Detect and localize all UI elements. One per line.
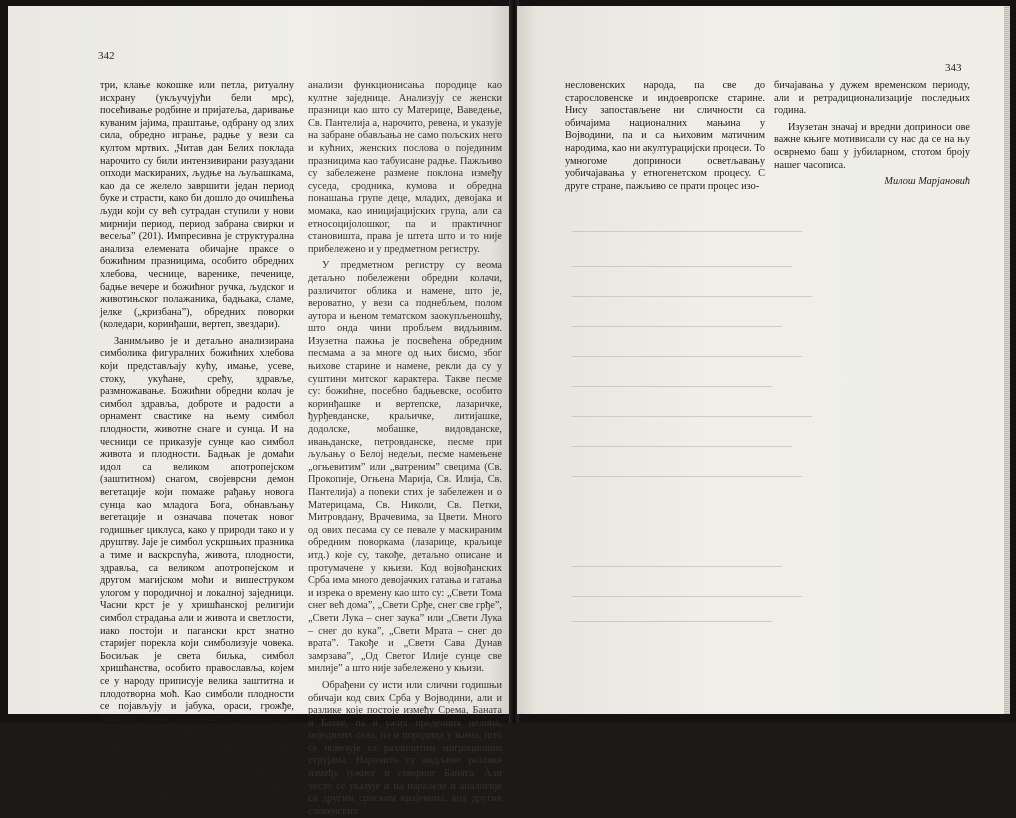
- paragraph: бичајавања у дужем временском периоду, али и ретрадиционализације последњих година.: [774, 80, 970, 117]
- paragraph: Занимљиво је и детаљно анализирана симболика фигуралних божићних хлебова који представљају кућу, имање, усеве, стоку, укућане, срећу, здравље, размножавање. Божићни обредни колач је симбол здравља, доброте и радости а орнамент свастике на њему симбол плодности, животне снаге и сунца. И на чесници се приказује сунце као симбол живота и плодности. Бадњак је домаћи идол са великом апотропејском (заштитном) снагом, својеврсни демон вегетације који помаже рађању новога сунца као младога Бога, обнављању вегетације и означава почетак новог годишњег циклуса, како у природи тако и у друштву. Јаје је симбол ускршњих празника а тиме и васкрсnућа, живота, плодности, здравља, са великом апотропејском и другом магијском моћи и вишеструком улогом у породичној и локалној заједници. Часни крст је у хришћанској религији симбол страдања али и живота и светлости, иако постоји и пагански крст знатно старијег порекла који симболизује човека. Босиљак је света биљка, симбол хришћанства, особито православља, којем се у народу приписује велика заштитна и плодотворна моћ. Као симболи плодности се појављују и јабука, ораси, грожђе, божићна слама, младенчићи (пециво), во, бик, петао као жртни демон итд.: [100, 335, 294, 738]
- left-page: [8, 6, 511, 817]
- left-column-1: [100, 80, 294, 818]
- paragraph: анализи функционисања породице као култне заједнице. Анализују се женски празници као што су Материце, Ваведење, Св. Пантелија а, нарочито, ревена, и указује на забране обављања не само пољских него и кућних, женских послова о појединим празницима као табуисане радње. Пажљиво су забележене размене поклона између суседа, сродника, кумова и обредна понашања групе деце, младих, девојака и момака, као иницијацијских група, али са етносоцијолошког, па и практичног становишта, права је штета што и то није прибележено и у предметном регистру.: [308, 80, 502, 255]
- paragraph: Изузетан значај и вредни доприноси ове важне књиге мотивисали су нас да се на њу осврнемо баш у јубиларном, стотом броју нашег часописа.: [774, 121, 970, 171]
- paragraph: Из угла функционалне анализе посебно је значајан култ предака који се појављује у много годишњих обичаја и има не само функцију заштите него и обезбеђења плодности. Цела књига је изванредан допринос: [100, 742, 294, 817]
- page-number: 343: [945, 62, 962, 74]
- right-page: [517, 6, 1005, 714]
- paragraph: У предметном регистру су веома детаљно побележени обредни колачи, различитог облика и намене, што је, вероватно, у вези са поднебљем, полом аутора и њеном тематском заокупљеношћу, што онда чини пробљем видљивим. Изузетна пажња је посвећена обредним песмама а за многе од њих бисмо, због њихове старине и намене, рекли да су у суштини митског карактера. Такве песме су: божићне, посебно бадњевске, особито коринђашке и вертепске, лазаричке, ђурђевданске, краљичке, литијашке, додолске, мобашке, видовданске, ивањданске, петровданске, песме при љуљању о Белој недељи, песме намењене „огњевитим” или „ватреним” свецима (Св. Прокопије, Огњена Марија, Св. Илија, Св. Пантелија) а поneки стих је забележен и о Материцама, Св. Николи, Св. Петки, Митровдану, Врачевима, за Цвети. Много од ових песама су се певале у маскираним обредним поворкама (лазарице, краљице итд.) које су, такође, детаљно описане и протумачене у књизи. Код војвођанских Срба има много девојачких гатања и гатања и изрека о времену као што су: „Свети Тома снег већ дома”, „Свети Срђе, снег све грђе”, „Свети Лука – снег заука” или „Свети Лука – снег до кука”, „Свети Мрата – снег до врата”. Такође и „Свети Сава Дунав замрзава”, „Од Светог Илије сунце све милије” а што није забележено у књизи.: [308, 260, 502, 675]
- page-edge: [1004, 6, 1010, 714]
- paragraph: несловенских народа, па све до старословенске и индоевропске старине. Нису запостављене ни сличности са обичајима националних мањина у Војводини, па и са њиховим матичним народима, као ни акултурацијски процеси. То умногоме доприноси осветљавању уобичајавања у етногенетском процесу. С друге стране, пажљиво се прати процес изо-: [565, 80, 765, 192]
- author-signature: Милош Марјановић: [884, 176, 970, 188]
- left-column-2: [308, 80, 502, 818]
- page-number: 342: [98, 50, 115, 62]
- right-column-1: [565, 80, 765, 193]
- right-column-2: [774, 80, 970, 189]
- paragraph: Обрађени су исти или слични годишњи обичаји код свих Срба у Војводини, али и разлике које постоје између Срема, Баната и Бачке, па и ужих предеоних целина, појединих села, па и породица у њима, што се повезује са различитим миграционим струјама. Нарочито су видљиве разлике између јужног и северног Баната. Али често се указује и на паралеле и аналогије са другим српским крајевима, код других словенских: [308, 679, 502, 817]
- paragraph: три, клање кокошке или петла, ритуалну исхрану (укључујући бели мрс), посећивање родбине и пријатеља, даривање куваним јајима, праштање, одбрану од злих сила, обредно играње, радње у вези са култом мртвих. „Читав дан Белих поклада нарочито су били интензивирани разуздани опходи маскираних, људње на љуљашкама, као да се желело завршити један период буке и страсти, како би дошло до очишћења људи који су већ сутрадан ступили у нови мирнији период, период забрана свирки и весеља” (201). Импресивна је структурална анализа елемената обичајне праксе о божићним празницима, особито обредних хлебова, чеснице, варенике, печенице, бадње вечере и божићног ручка, људског и животињског полажаника, бадњака, сламе, јелке („кризбана”), обредних поворки (коледари, коринђаши, вертеп, звездари).: [100, 80, 294, 331]
